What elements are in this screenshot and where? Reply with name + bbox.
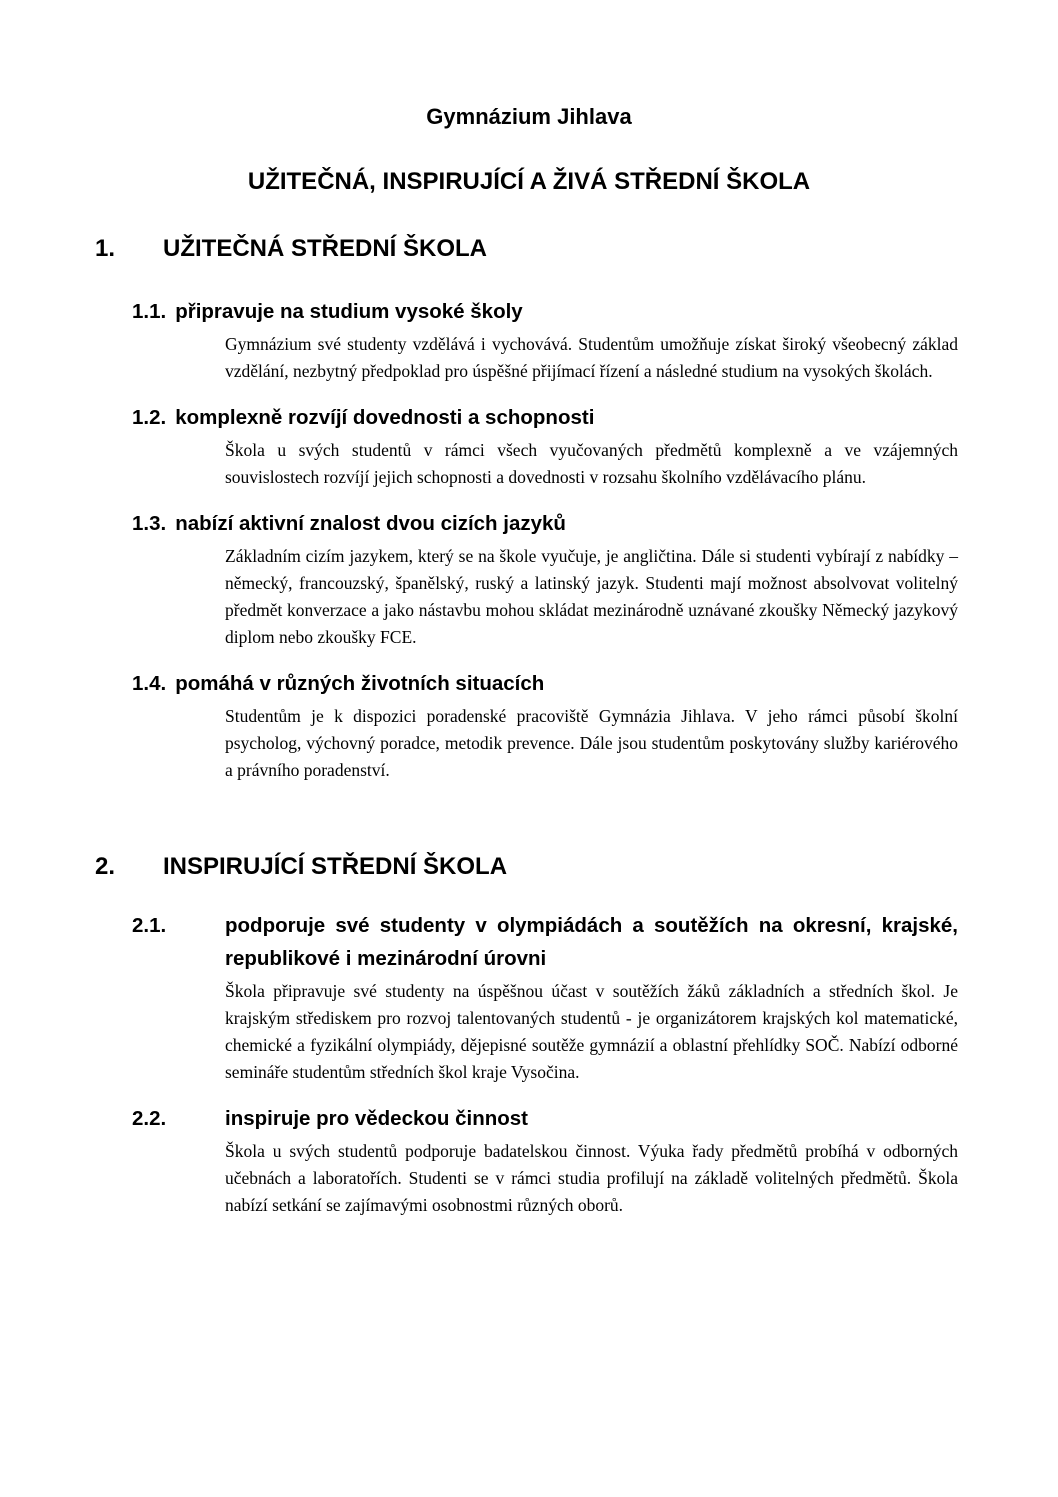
subsection-body-1-2: Škola u svých studentů v rámci všech vyučovaných předmětů komplexně a ve vzájemných souvislostech rozvíjí jejich schopnosti a dovednosti v rozsahu školního vzdělávacího plánu. bbox=[225, 440, 958, 487]
subsection-title: nabízí aktivní znalost dvou cizích jazyků bbox=[175, 512, 566, 535]
subsection-heading-1-4 bbox=[132, 667, 958, 700]
section-title: INSPIRUJÍCÍ STŘEDNÍ ŠKOLA bbox=[163, 853, 508, 880]
subsection-number: 1.3. bbox=[132, 512, 167, 535]
subsection-body-1-1: Gymnázium své studenty vzdělává i vychovává. Studentům umožňuje získat široký všeobecný základ vzdělání, nezbytný předpoklad pro úspěšné přijímací řízení a následné studium na vysokých školách. bbox=[225, 334, 958, 381]
section-heading-2 bbox=[95, 851, 958, 883]
subsection-number: 2.1. bbox=[132, 914, 167, 937]
subsection-body-2-1: Škola připravuje své studenty na úspěšnou účast v soutěžích žáků základních a středních škol. Je krajským střediskem pro rozvoj talentovaných studentů - je organizátorem krajských kol matematické, chemické a fyzikální olympiády, dějepisné soutěže gymnázií a oblastní přehlídky SOČ. Nabízí odborné semináře studentům středních škol kraje Vysočina. bbox=[225, 981, 958, 1082]
subsection-heading-2-1 bbox=[132, 909, 958, 975]
subsection-number: 1.4. bbox=[132, 672, 167, 695]
section-number: 2. bbox=[95, 853, 116, 880]
subsection-number: 1.1. bbox=[132, 300, 167, 323]
subsection-title: podporuje své studenty v olympiádách a soutěžích na okresní, krajské, republikové i mezinárodní úrovni bbox=[225, 914, 958, 970]
subsection-title: komplexně rozvíjí dovednosti a schopnosti bbox=[175, 406, 595, 429]
section-heading-1 bbox=[95, 233, 958, 265]
subsection-title: připravuje na studium vysoké školy bbox=[175, 300, 523, 323]
subsection-number: 2.2. bbox=[132, 1107, 167, 1130]
subsection-heading-1-1 bbox=[132, 295, 958, 328]
subsection-number: 1.2. bbox=[132, 406, 167, 429]
section-number: 1. bbox=[95, 235, 116, 262]
subsection-body-2-2: Škola u svých studentů podporuje badatelskou činnost. Výuka řady předmětů probíhá v odborných učebnách a laboratořích. Studenti se v rámci studia profilují na základě volitelných předmětů. Škola nabízí setkání se zajímavými osobnostmi různých oborů. bbox=[225, 1141, 958, 1215]
subsection-heading-1-2 bbox=[132, 401, 958, 434]
section-title: UŽITEČNÁ STŘEDNÍ ŠKOLA bbox=[163, 235, 487, 262]
page-title: Gymnázium Jihlava bbox=[426, 104, 632, 129]
subsection-body-1-3: Základním cizím jazykem, který se na škole vyučuje, je angličtina. Dále si studenti vybírají z nabídky – německý, francouzský, španělský, ruský a latinský jazyk. Studenti mají možnost absolvovat volitelný předmět konverzace a jako nástavbu mohou skládat mezinárodně uznávané zkoušky Německý jazykový diplom nebo zkoušky FCE. bbox=[225, 546, 958, 647]
subsection-heading-1-3 bbox=[132, 507, 958, 540]
subsection-body-1-4: Studentům je k dispozici poradenské pracoviště Gymnázia Jihlava. V jeho rámci působí školní psycholog, výchovný poradce, metodik prevence. Dále jsou studentům poskytovány služby kariérového a právního poradenství. bbox=[225, 706, 958, 780]
subsection-heading-2-2 bbox=[132, 1102, 958, 1135]
subsection-title: pomáhá v různých životních situacích bbox=[175, 672, 545, 695]
subsection-title: inspiruje pro vědeckou činnost bbox=[225, 1107, 529, 1130]
page-subtitle: UŽITEČNÁ, INSPIRUJÍCÍ A ŽIVÁ STŘEDNÍ ŠKOLA bbox=[247, 168, 811, 195]
